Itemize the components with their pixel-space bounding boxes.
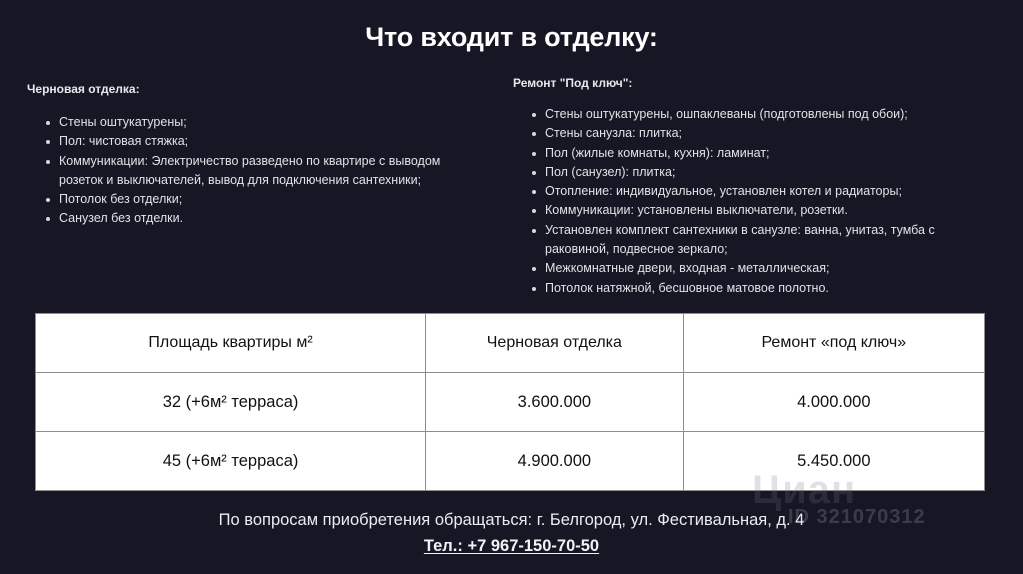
list-item: Санузел без отделки. [59, 209, 487, 228]
turnkey-heading: Ремонт "Под ключ": [513, 76, 633, 90]
list-item: Пол: чистовая стяжка; [59, 132, 487, 151]
cell-turnkey-price: 5.450.000 [683, 432, 984, 491]
cell-area: 45 (+6м² терраса) [36, 432, 426, 491]
watermark-logo: Циан [752, 468, 857, 512]
rough-finish-list [27, 113, 487, 229]
page-title: Что входит в отделку: [365, 22, 658, 52]
header-turnkey: Ремонт «под ключ» [683, 314, 984, 373]
list-item: Пол (санузел): плитка; [545, 163, 973, 182]
turnkey-list [513, 105, 973, 298]
list-item: Потолок натяжной, бесшовное матовое полотно. [545, 279, 973, 298]
header-area: Площадь квартиры м² [36, 314, 426, 373]
table-row [36, 432, 985, 491]
rough-finish-section [27, 82, 487, 229]
turnkey-section [513, 76, 973, 298]
table-header-row [36, 314, 985, 373]
list-item: Стены оштукатурены; [59, 113, 487, 132]
list-item: Межкомнатные двери, входная - металлическая; [545, 259, 973, 278]
contact-text: По вопросам приобретения обращаться: г. Белгород, ул. Фестивальная, д. 4 [218, 511, 805, 529]
price-table [35, 313, 985, 491]
watermark-id: ID 321070312 [788, 506, 926, 528]
list-item: Пол (жилые комнаты, кухня): ламинат; [545, 144, 973, 163]
cell-turnkey-price: 4.000.000 [683, 373, 984, 432]
list-item: Отопление: индивидуальное, установлен котел и радиаторы; [545, 182, 973, 201]
rough-finish-heading: Черновая отделка: [27, 82, 140, 96]
list-item: Коммуникации: установлены выключатели, розетки. [545, 201, 973, 220]
phone-line [0, 537, 1023, 556]
cell-area: 32 (+6м² терраса) [36, 373, 426, 432]
list-item: Стены санузла: плитка; [545, 124, 973, 143]
header-rough-finish: Черновая отделка [426, 314, 683, 373]
phone-link[interactable]: Тел.: +7 967-150-70-50 [423, 537, 600, 555]
list-item: Установлен комплект сантехники в санузле: ванна, унитаз, тумба с раковиной, подвесное зеркало; [545, 221, 957, 260]
cell-rough-price: 4.900.000 [426, 432, 683, 491]
list-item: Коммуникации: Электричество разведено по квартире с выводом розеток и выключателей, вывод для подключения сантехники; [59, 152, 464, 191]
cell-rough-price: 3.600.000 [426, 373, 683, 432]
table-row [36, 373, 985, 432]
list-item: Потолок без отделки; [59, 190, 487, 209]
list-item: Стены оштукатурены, ошпаклеваны (подготовлены под обои); [545, 105, 973, 124]
